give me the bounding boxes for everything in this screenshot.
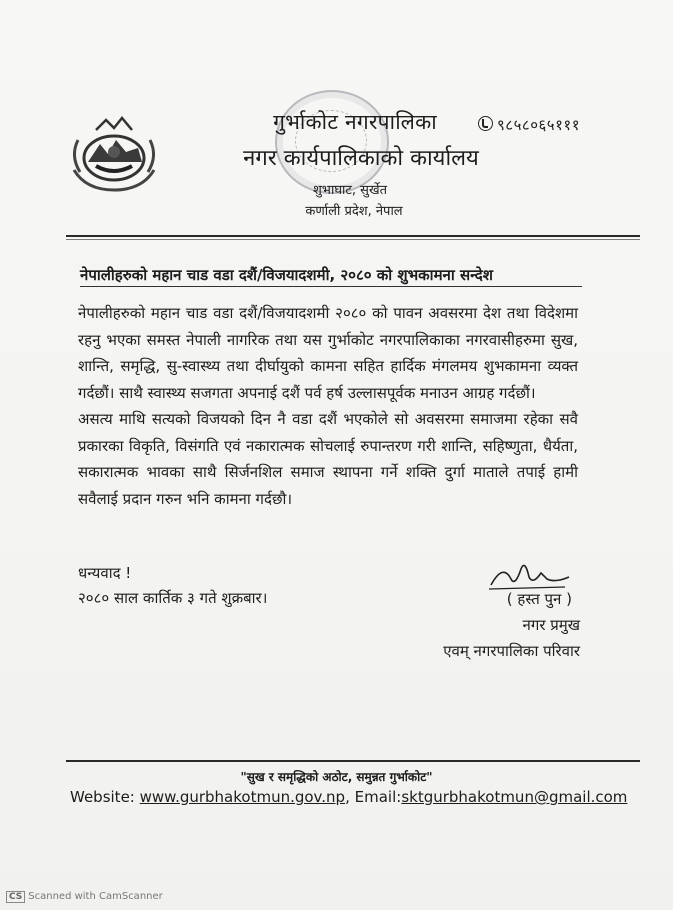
website-label: Website: — [70, 788, 135, 806]
municipality-name: गुर्भाकोट नगरपालिका — [273, 110, 437, 134]
signatory-org: एवम् नगरपालिका परिवार — [443, 642, 580, 660]
letter-body — [78, 300, 578, 512]
header-divider — [66, 235, 640, 237]
email-link[interactable]: sktgurbhakotmun@gmail.com — [401, 788, 628, 806]
closing-thanks: धन्यवाद ! — [78, 564, 132, 582]
signatory-title: नगर प्रमुख — [522, 616, 580, 634]
website-link[interactable]: www.gurbhakotmun.gov.np — [139, 788, 346, 806]
email-label: Email: — [354, 788, 402, 806]
office-name: नगर कार्यपालिकाको कार्यालय — [243, 146, 479, 171]
camscanner-logo: CS — [6, 891, 25, 903]
body-paragraph-2: असत्य माथि सत्यको विजयको दिन नै वडा दशैं भएकोले सो अवसरमा समाजमा रहेका सवै प्रकारका विकृति, विसंगति एवं नकारात्मक सोचलाई रुपान्तरण गरी शान्ति, सहिष्णुता, धैर्यता, सकारात्मक भावका साथै सिर्जनशिल समाज स्थापना गर्ने शक्ति दुर्गा माताले तपाई हामी सवैलाई प्रदान गरुन भनि कामना गर्दछौ। — [78, 410, 578, 508]
subject-underline — [80, 286, 582, 287]
letterhead — [150, 104, 530, 219]
header-divider-thin — [66, 239, 640, 240]
phone-icon — [478, 116, 493, 131]
letter-date: २०८० साल कार्तिक ३ गते शुक्रबार। — [78, 589, 268, 607]
body-paragraph-1: नेपालीहरुको महान चाड वडा दशैं/विजयादशमी २०८० को पावन अवसरमा देश तथा विदेशमा रहनु भएका समस्त नेपाली नागरिक तथा यस गुर्भाकोट नगरपालिकाका नगरवासीहरुमा सुख, शान्ति, समृद्धि, सु-स्वास्थ्य तथा दीर्घायुको कामना सहित हार्दिक मंगलमय शुभकामना व्यक्त गर्दछौं। साथै स्वास्थ्य सजगता अपनाई दशैं पर्व हर्ष उल्लासपूर्वक मनाउन आग्रह गर्दछौं। — [78, 304, 578, 402]
contact-separator: , — [345, 788, 350, 806]
scanner-text: Scanned with CamScanner — [28, 891, 163, 902]
footer-contact — [70, 788, 627, 806]
signatory-block — [420, 586, 580, 664]
phone-text: ९८५८०६५१११ — [497, 116, 581, 134]
scanner-watermark — [6, 891, 163, 903]
phone-number — [478, 115, 580, 135]
emblem-logo — [66, 110, 162, 196]
subject-line: नेपालीहरुको महान चाड वडा दशैं/विजयादशमी, २०८० को शुभकामना सन्देश — [80, 266, 493, 284]
footer-divider — [66, 760, 640, 762]
signatory-name: ( हस्त पुन ) — [506, 590, 572, 608]
address-line-2: कर्णाली प्रदेश, नेपाल — [305, 204, 403, 219]
footer-motto: "सुख र समृद्धिको अठोट, समुन्नत गुर्भाकोट" — [240, 770, 433, 784]
address-line-1: शुभाघाट, सुर्खेत — [312, 183, 388, 198]
